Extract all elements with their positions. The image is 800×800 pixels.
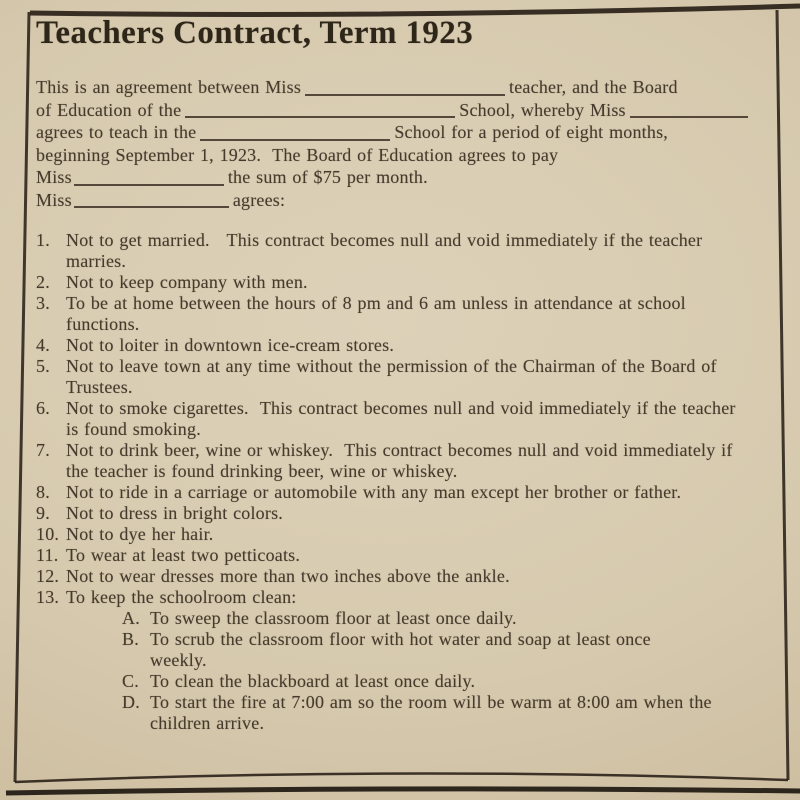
- frame-left-line: [15, 12, 29, 782]
- item-number: 5.: [36, 356, 50, 376]
- intro-text: Miss: [36, 167, 72, 187]
- item-text: Not to get married. This contract becomes null and void immediately if the teacher marries.: [66, 230, 708, 271]
- item-number: 9.: [36, 503, 50, 523]
- item-number: 8.: [36, 482, 50, 502]
- item-text: Not to dress in bright colors.: [66, 503, 283, 523]
- contract-item-3: [36, 293, 748, 335]
- contract-item-10: [36, 524, 748, 545]
- intro-text: the sum of $75 per month.: [227, 167, 428, 187]
- blank-line: [185, 99, 455, 119]
- subitem-letter: D.: [122, 692, 140, 712]
- contract-item-8: [36, 482, 748, 503]
- contract-item-1: [36, 230, 748, 272]
- item-number: 6.: [36, 398, 50, 418]
- blank-line: [630, 99, 748, 119]
- item-number: 1.: [36, 230, 50, 250]
- contract-item-9: [36, 503, 748, 524]
- item-text: Not to dye her hair.: [66, 524, 214, 544]
- intro-text: Miss: [36, 189, 72, 210]
- intro-text: agrees to teach in the: [36, 122, 197, 142]
- item-text: Not to leave town at any time without the permission of the Chairman of the Board of Trustees.: [66, 356, 723, 397]
- contract-subitem-c: [122, 671, 748, 692]
- contract-subitem-b: [122, 629, 748, 671]
- contract-item-2: [36, 272, 748, 293]
- intro-line-1: [36, 76, 748, 99]
- contract-item-11: [36, 545, 748, 566]
- item-number: 12.: [36, 566, 60, 586]
- contract-subitem-d: [122, 692, 748, 734]
- item-number: 13.: [36, 587, 60, 607]
- contract-item-13: [36, 587, 748, 608]
- intro-line-5: [36, 166, 748, 189]
- intro-line-6: [36, 189, 748, 212]
- item-text: Not to wear dresses more than two inches above the ankle.: [66, 566, 510, 586]
- intro-text: School, whereby Miss: [459, 99, 626, 120]
- subitem-letter: C.: [122, 671, 139, 691]
- document-title: Teachers Contract, Term 1923: [36, 15, 474, 51]
- intro-text: agrees:: [232, 189, 286, 210]
- intro-line-3: [36, 121, 748, 144]
- subitem-text: To start the fire at 7:00 am so the room will be warm at 8:00 am when the children arrive.: [150, 692, 718, 733]
- blank-line: [200, 121, 390, 141]
- frame-bottom-outer-line: [6, 789, 800, 793]
- contract-item-4: [36, 335, 748, 356]
- contract-item-5: [36, 356, 748, 398]
- intro-paragraph: [36, 76, 748, 211]
- intro-text: beginning September 1, 1923. The Board of Education agrees to pay: [36, 144, 559, 165]
- frame-right-line: [777, 10, 788, 780]
- blank-line: [74, 189, 229, 209]
- intro-line-4: [36, 144, 748, 167]
- contract-item-7: [36, 440, 748, 482]
- item-number: 11.: [36, 545, 59, 565]
- item-text: Not to keep company with men.: [66, 272, 308, 292]
- item-number: 7.: [36, 440, 50, 460]
- blank-line: [305, 76, 505, 96]
- item-text: Not to drink beer, wine or whiskey. This contract becomes null and void immediately if the teacher is found drinking beer, wine or whiskey.: [66, 440, 739, 481]
- contract-item-12: [36, 566, 748, 587]
- intro-text: teacher, and the Board: [509, 77, 678, 97]
- subitem-letter: A.: [122, 608, 140, 628]
- subitem-text: To clean the blackboard at least once daily.: [150, 671, 476, 691]
- item-number: 4.: [36, 335, 50, 355]
- item-text: Not to ride in a carriage or automobile with any man except her brother or father.: [66, 482, 682, 502]
- intro-text: of Education of the: [36, 99, 182, 120]
- item-number: 2.: [36, 272, 50, 292]
- intro-text: School for a period of eight months,: [394, 122, 668, 142]
- item-text: Not to loiter in downtown ice-cream stores.: [66, 335, 395, 355]
- subitem-letter: B.: [122, 629, 139, 649]
- subitem-text: To scrub the classroom floor with hot water and soap at least once weekly.: [150, 629, 657, 670]
- item-text: Not to smoke cigarettes. This contract becomes null and void immediately if the teacher is found smoking.: [66, 398, 742, 439]
- item-text: To be at home between the hours of 8 pm and 6 am unless in attendance at school functions.: [66, 293, 692, 334]
- item-number: 3.: [36, 293, 50, 313]
- intro-text: This is an agreement between Miss: [36, 77, 302, 97]
- frame-bottom-inner-line: [15, 773, 788, 782]
- contract-items-list: [36, 230, 748, 734]
- blank-line: [74, 166, 224, 186]
- intro-line-2: [36, 99, 748, 122]
- contract-page: [36, 14, 748, 734]
- subitem-text: To sweep the classroom floor at least once daily.: [150, 608, 517, 628]
- contract-subitem-a: [122, 608, 748, 629]
- item-text: To wear at least two petticoats.: [66, 545, 301, 565]
- contract-item-6: [36, 398, 748, 440]
- item-number: 10.: [36, 524, 60, 544]
- item-text: To keep the schoolroom clean:: [66, 587, 297, 607]
